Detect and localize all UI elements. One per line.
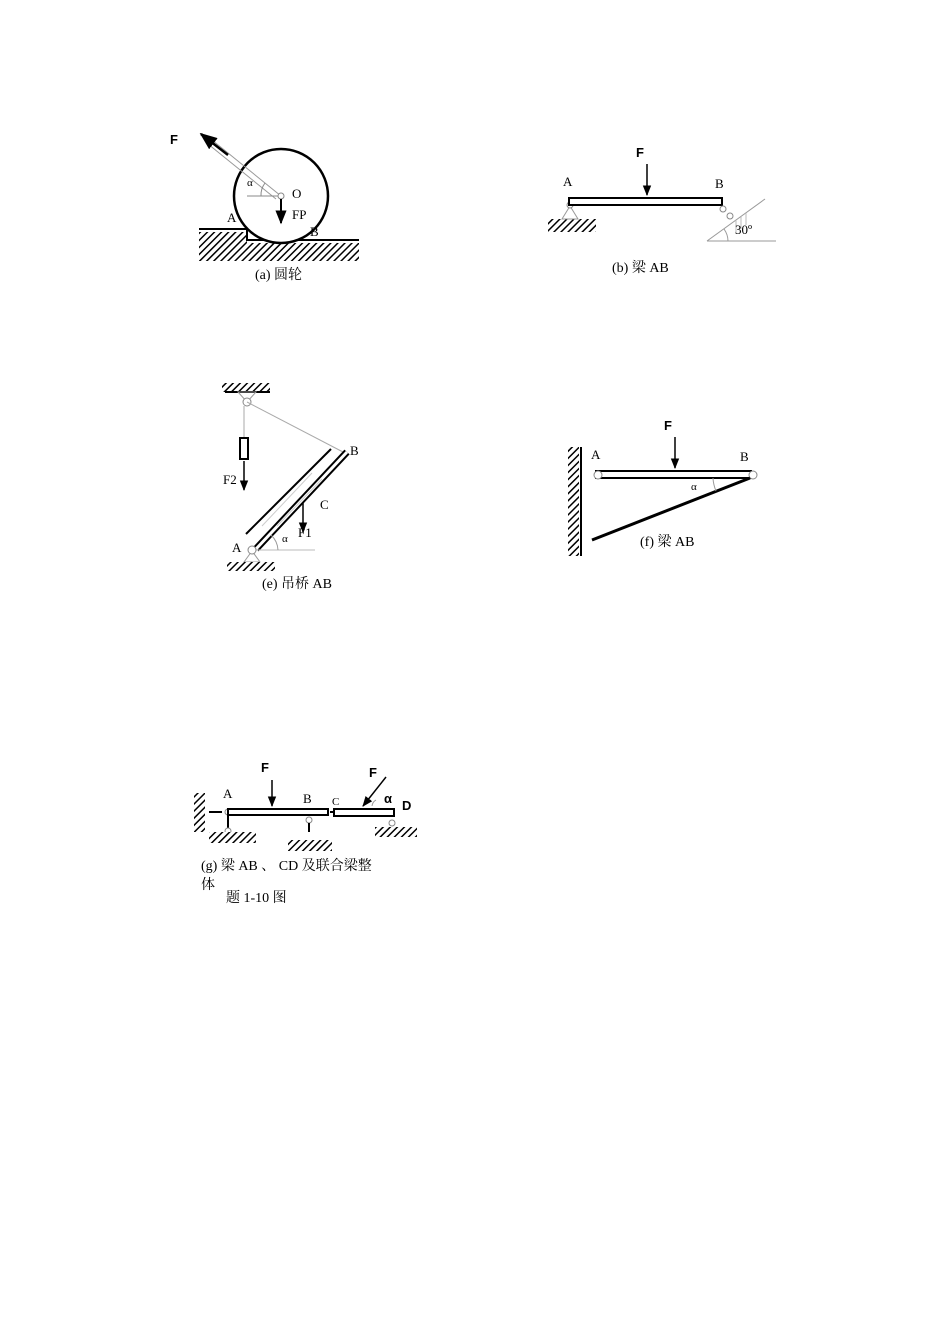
label-b: B — [740, 449, 749, 464]
label-alpha: α — [384, 791, 392, 806]
label-b: B — [303, 791, 312, 806]
figure-e-drawbridge — [222, 383, 359, 592]
wall-hatch — [568, 447, 579, 556]
caption-f: (f) 梁 AB — [640, 535, 695, 550]
label-b: B — [310, 224, 319, 239]
ground-hatch — [227, 562, 275, 571]
label-b: B — [715, 176, 724, 191]
label-f2: F — [369, 765, 377, 780]
pin-b — [749, 471, 757, 479]
label-alpha: α — [691, 481, 697, 493]
label-o: O — [292, 186, 302, 201]
angle-arc — [724, 229, 728, 241]
label-fp: FP — [292, 207, 307, 222]
ground-hatch — [209, 832, 256, 843]
roller-b — [720, 206, 726, 212]
label-b: B — [350, 443, 359, 458]
angle-arc — [713, 478, 716, 491]
force-f-arrow — [201, 134, 228, 155]
label-a: A — [591, 447, 601, 462]
label-f: F — [636, 145, 644, 160]
beam-cd — [334, 809, 394, 816]
angle-arc — [372, 800, 376, 806]
bridge-shadow — [246, 449, 331, 534]
label-f1: F — [261, 760, 269, 775]
ground-hatch — [199, 232, 247, 261]
label-angle: 30º — [735, 222, 753, 237]
pin-a — [594, 471, 602, 479]
label-a: A — [232, 540, 242, 555]
caption-e: (e) 吊桥 AB — [262, 577, 332, 592]
pin-a — [248, 546, 256, 554]
label-alpha: α — [247, 177, 253, 189]
roller-b — [727, 213, 733, 219]
figure-g-compound-beam — [194, 760, 417, 893]
label-f2: F2 — [223, 472, 237, 487]
beam-ab — [228, 809, 328, 815]
roller-b — [306, 817, 312, 823]
label-f: F — [170, 132, 178, 147]
figure-f-bracket — [568, 418, 757, 556]
rope — [247, 402, 343, 452]
figure-title: 题 1-10 图 — [226, 891, 287, 906]
roller-d — [389, 820, 395, 826]
angle-arc — [271, 535, 278, 550]
figure-b-beam — [548, 145, 776, 276]
ground-hatch — [288, 840, 332, 851]
beam-ab — [569, 198, 722, 205]
label-c: C — [332, 796, 340, 808]
label-c: C — [320, 497, 329, 512]
ground-hatch — [375, 827, 417, 837]
label-f1: F1 — [298, 525, 312, 540]
caption-g-line2: 体 — [201, 878, 215, 893]
ground-hatch — [247, 243, 359, 261]
ceiling-hatch — [222, 383, 270, 392]
label-alpha: α — [282, 533, 288, 545]
label-a: A — [223, 786, 233, 801]
counterweight — [240, 438, 248, 459]
caption-b: (b) 梁 AB — [612, 261, 669, 276]
strut — [592, 478, 750, 540]
center-pin-o — [278, 193, 284, 199]
caption-a: (a) 圆轮 — [255, 268, 303, 283]
caption-g-line1: (g) 梁 AB 、 CD 及联合梁整 — [201, 859, 372, 874]
ground-hatch — [548, 219, 596, 232]
label-a: A — [563, 174, 573, 189]
beam-ab — [596, 471, 751, 478]
label-d: D — [402, 798, 412, 813]
label-a: A — [227, 210, 237, 225]
wall-hatch — [194, 793, 205, 832]
label-f: F — [664, 418, 672, 433]
figure-a-wheel — [170, 132, 359, 283]
